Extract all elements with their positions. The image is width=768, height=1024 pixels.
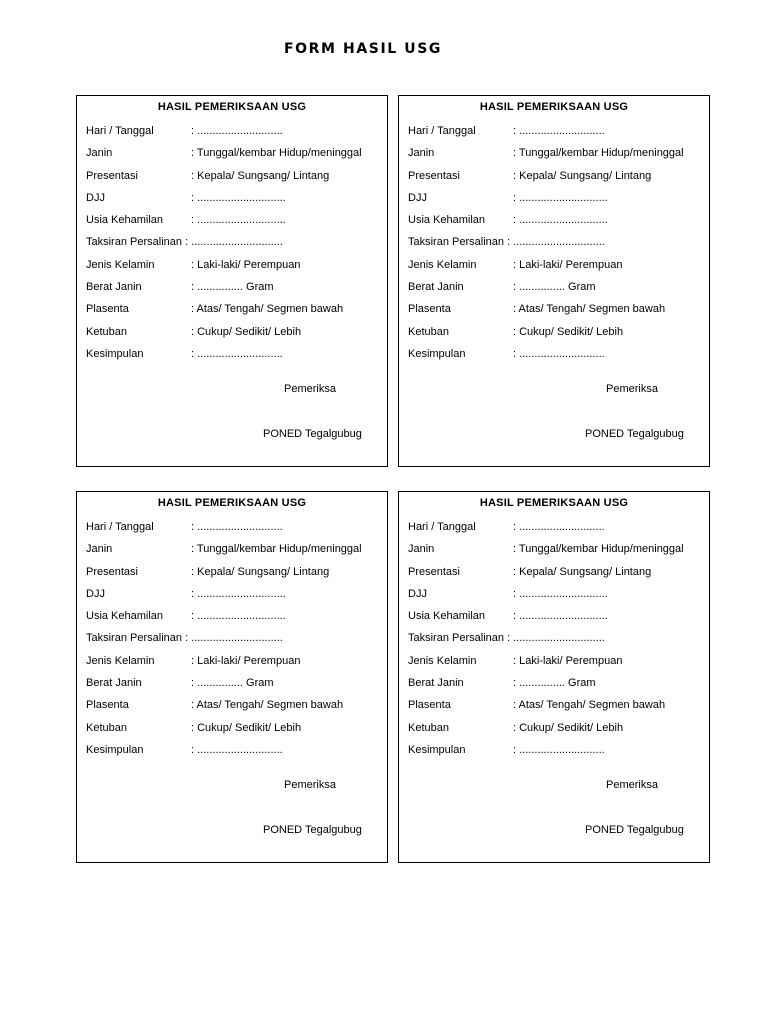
usg-result-card-2 xyxy=(398,95,710,467)
field-value: : Cukup/ Sedikit/ Lebih xyxy=(191,721,302,734)
field-label: Taksiran Persalinan xyxy=(408,632,504,645)
usg-result-card-3 xyxy=(76,491,388,863)
field-label: Jenis Kelamin xyxy=(86,654,155,667)
field-label: Presentasi xyxy=(86,565,138,578)
field-value: : ............................ xyxy=(191,743,283,756)
field-value: : Cukup/ Sedikit/ Lebih xyxy=(513,721,624,734)
examiner-label: Pemeriksa xyxy=(284,779,336,791)
field-fetus xyxy=(86,542,383,564)
field-conclusion xyxy=(86,743,383,765)
field-value: : ............................ xyxy=(513,521,605,533)
field-value: : Cukup/ Sedikit/ Lebih xyxy=(513,325,624,338)
field-label: Taksiran Persalinan xyxy=(86,632,182,645)
field-label: Berat Janin xyxy=(86,677,142,690)
field-value: : Tunggal/kembar Hidup/meninggal xyxy=(191,543,362,556)
field-value: : ............................. xyxy=(513,610,608,623)
field-fetal-weight xyxy=(408,676,705,698)
field-value: : Kepala/ Sungsang/ Lintang xyxy=(191,169,330,182)
field-label: Plasenta xyxy=(86,699,129,712)
field-djj xyxy=(408,191,705,213)
field-amniotic-fluid xyxy=(86,721,383,743)
field-placenta xyxy=(86,698,383,720)
field-djj xyxy=(86,587,383,609)
field-date xyxy=(408,124,705,146)
field-amniotic-fluid xyxy=(408,721,705,743)
field-value: : Atas/ Tengah/ Segmen bawah xyxy=(513,699,666,712)
field-label: Janin xyxy=(408,147,435,160)
field-label: Presentasi xyxy=(408,565,460,578)
field-label: Usia Kehamilan xyxy=(86,610,164,623)
field-label: Jenis Kelamin xyxy=(408,258,477,271)
field-fetal-weight xyxy=(408,280,705,302)
field-label: Kesimpulan xyxy=(408,743,466,756)
field-value: : .............................. xyxy=(507,632,605,645)
field-conclusion xyxy=(408,347,705,369)
field-value: : ............................. xyxy=(191,191,286,204)
field-presentation xyxy=(408,565,705,587)
usg-result-card-1 xyxy=(76,95,388,467)
page-title: FORM HASIL USG xyxy=(283,41,443,57)
field-date xyxy=(408,520,705,542)
card-header: HASIL PEMERIKSAAN USG xyxy=(157,101,307,113)
field-placenta xyxy=(86,302,383,324)
field-value: : Laki-laki/ Perempuan xyxy=(513,258,623,271)
field-value: : Laki-laki/ Perempuan xyxy=(191,654,301,667)
field-label: Hari / Tanggal xyxy=(86,125,154,137)
field-presentation xyxy=(408,169,705,191)
field-label: Usia Kehamilan xyxy=(86,214,164,227)
card-fields xyxy=(408,520,705,765)
field-djj xyxy=(408,587,705,609)
field-label: Ketuban xyxy=(86,325,127,338)
field-fetus xyxy=(408,146,705,168)
field-value: : Kepala/ Sungsang/ Lintang xyxy=(513,565,652,578)
field-djj xyxy=(86,191,383,213)
card-fields xyxy=(408,124,705,369)
field-fetal-weight xyxy=(86,280,383,302)
field-presentation xyxy=(86,169,383,191)
field-due-date xyxy=(86,631,383,653)
field-label: Jenis Kelamin xyxy=(86,258,155,271)
field-value: : ............... Gram xyxy=(513,281,596,294)
field-conclusion xyxy=(408,743,705,765)
card-fields xyxy=(86,520,383,765)
field-label: Hari / Tanggal xyxy=(408,521,476,533)
field-label: Berat Janin xyxy=(86,281,142,294)
field-value: : Atas/ Tengah/ Segmen bawah xyxy=(513,303,666,316)
field-label: Usia Kehamilan xyxy=(408,610,486,623)
field-value: : .............................. xyxy=(185,632,283,645)
examiner-label: Pemeriksa xyxy=(284,383,336,395)
field-value: : .............................. xyxy=(185,236,283,249)
field-label: Taksiran Persalinan xyxy=(408,236,504,249)
field-date xyxy=(86,124,383,146)
field-label: Ketuban xyxy=(408,721,449,734)
field-label: Plasenta xyxy=(86,303,129,316)
field-sex xyxy=(86,654,383,676)
field-label: Presentasi xyxy=(86,169,138,182)
field-gestational-age xyxy=(86,213,383,235)
field-gestational-age xyxy=(408,609,705,631)
field-value: : ............... Gram xyxy=(191,677,274,690)
field-label: Kesimpulan xyxy=(408,347,466,360)
usg-result-card-4 xyxy=(398,491,710,863)
field-gestational-age xyxy=(86,609,383,631)
field-value: : Tunggal/kembar Hidup/meninggal xyxy=(191,147,362,160)
field-value: : ............................. xyxy=(513,214,608,227)
field-fetus xyxy=(408,542,705,564)
field-label: Kesimpulan xyxy=(86,347,144,360)
field-value: : ............................ xyxy=(191,347,283,360)
field-label: Ketuban xyxy=(408,325,449,338)
field-label: Usia Kehamilan xyxy=(408,214,486,227)
field-label: Berat Janin xyxy=(408,281,464,294)
field-label: DJJ xyxy=(86,587,105,600)
field-conclusion xyxy=(86,347,383,369)
field-label: Berat Janin xyxy=(408,677,464,690)
facility-label: PONED Tegalgubug xyxy=(585,824,684,836)
field-value: : Atas/ Tengah/ Segmen bawah xyxy=(191,699,344,712)
field-label: Taksiran Persalinan xyxy=(86,236,182,249)
field-sex xyxy=(408,258,705,280)
field-presentation xyxy=(86,565,383,587)
field-value: : Laki-laki/ Perempuan xyxy=(191,258,301,271)
field-placenta xyxy=(408,698,705,720)
field-label: Hari / Tanggal xyxy=(86,521,154,533)
field-sex xyxy=(408,654,705,676)
facility-label: PONED Tegalgubug xyxy=(263,428,362,440)
field-value: : ............................ xyxy=(513,347,605,360)
field-value: : ............................ xyxy=(191,521,283,533)
field-value: : ............................. xyxy=(191,587,286,600)
field-label: Hari / Tanggal xyxy=(408,125,476,137)
field-label: Janin xyxy=(86,147,113,160)
field-value: : ............................ xyxy=(191,125,283,137)
card-header: HASIL PEMERIKSAAN USG xyxy=(479,497,629,509)
field-label: DJJ xyxy=(408,191,427,204)
examiner-label: Pemeriksa xyxy=(606,779,658,791)
field-date xyxy=(86,520,383,542)
field-value: : ............................. xyxy=(513,587,608,600)
field-value: : Kepala/ Sungsang/ Lintang xyxy=(513,169,652,182)
field-value: : Cukup/ Sedikit/ Lebih xyxy=(191,325,302,338)
field-label: Plasenta xyxy=(408,303,451,316)
field-value: : Atas/ Tengah/ Segmen bawah xyxy=(191,303,344,316)
field-amniotic-fluid xyxy=(86,325,383,347)
field-label: DJJ xyxy=(86,191,105,204)
field-value: : ............................ xyxy=(513,125,605,137)
field-value: : Kepala/ Sungsang/ Lintang xyxy=(191,565,330,578)
field-label: Presentasi xyxy=(408,169,460,182)
field-due-date xyxy=(408,235,705,257)
card-header: HASIL PEMERIKSAAN USG xyxy=(157,497,307,509)
field-label: DJJ xyxy=(408,587,427,600)
field-value: : ............... Gram xyxy=(191,281,274,294)
field-value: : ............................. xyxy=(191,610,286,623)
field-label: Janin xyxy=(408,543,435,556)
field-label: Plasenta xyxy=(408,699,451,712)
field-label: Jenis Kelamin xyxy=(408,654,477,667)
field-label: Janin xyxy=(86,543,113,556)
card-header: HASIL PEMERIKSAAN USG xyxy=(479,101,629,113)
field-fetus xyxy=(86,146,383,168)
field-value: : ............................. xyxy=(513,191,608,204)
field-amniotic-fluid xyxy=(408,325,705,347)
field-due-date xyxy=(86,235,383,257)
examiner-label: Pemeriksa xyxy=(606,383,658,395)
field-value: : ............................ xyxy=(513,743,605,756)
field-fetal-weight xyxy=(86,676,383,698)
field-value: : Laki-laki/ Perempuan xyxy=(513,654,623,667)
facility-label: PONED Tegalgubug xyxy=(585,428,684,440)
facility-label: PONED Tegalgubug xyxy=(263,824,362,836)
card-fields xyxy=(86,124,383,369)
field-gestational-age xyxy=(408,213,705,235)
field-value: : Tunggal/kembar Hidup/meninggal xyxy=(513,147,684,160)
field-sex xyxy=(86,258,383,280)
field-due-date xyxy=(408,631,705,653)
field-placenta xyxy=(408,302,705,324)
field-label: Kesimpulan xyxy=(86,743,144,756)
field-value: : Tunggal/kembar Hidup/meninggal xyxy=(513,543,684,556)
field-value: : .............................. xyxy=(507,236,605,249)
field-value: : ............................. xyxy=(191,214,286,227)
field-label: Ketuban xyxy=(86,721,127,734)
field-value: : ............... Gram xyxy=(513,677,596,690)
